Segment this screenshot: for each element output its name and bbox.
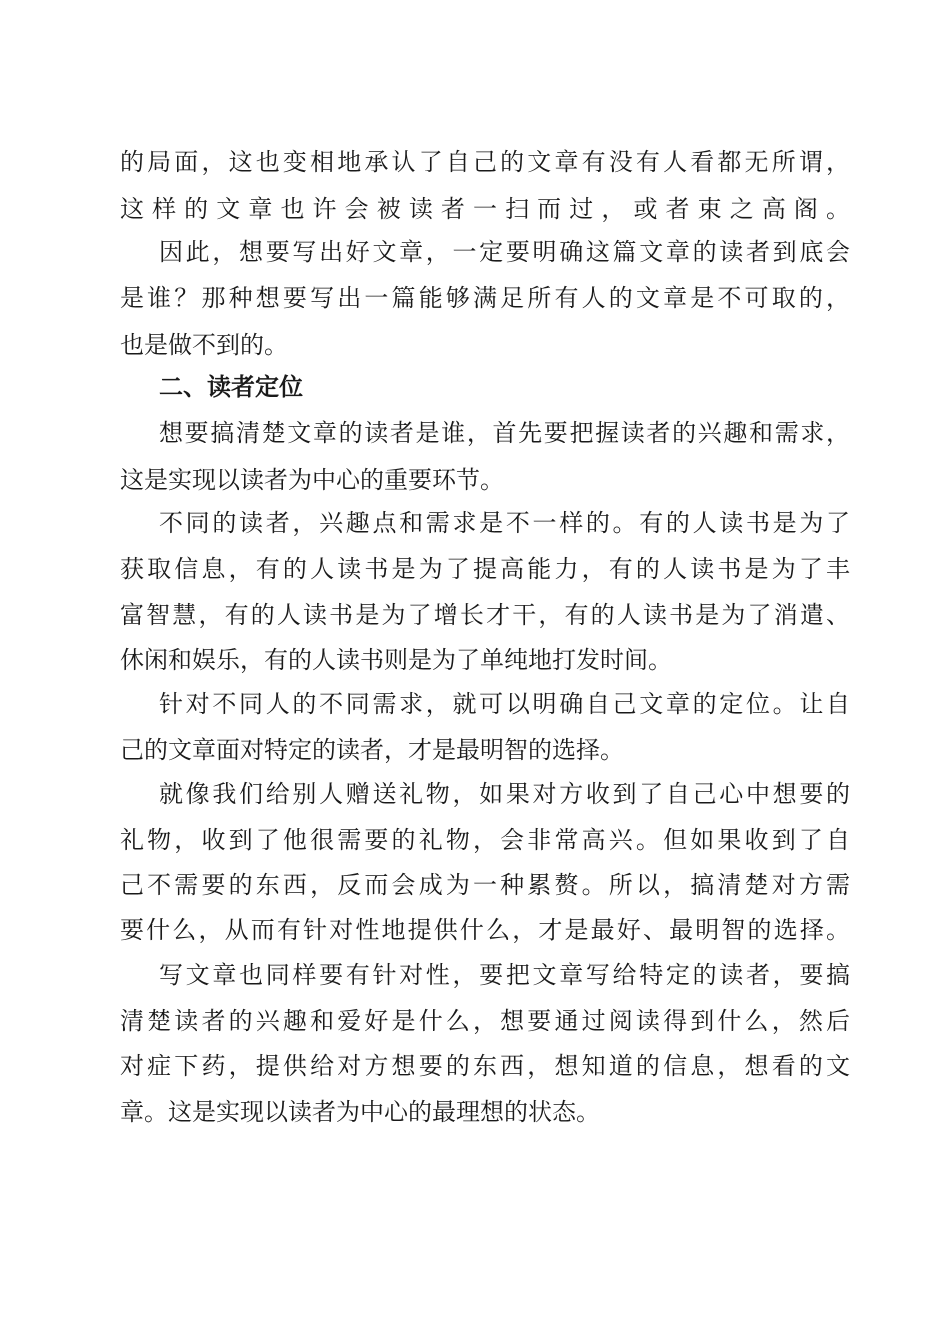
text-line: 不同的读者，兴趣点和需求是不一样的。有的人读书是为了 xyxy=(159,509,850,537)
text-line: 因此，想要写出好文章，一定要明确这篇文章的读者到底会 xyxy=(159,238,850,266)
text-line: 也是做不到的。 xyxy=(120,331,288,359)
text-line: 己的文章面对特定的读者，才是最明智的选择。 xyxy=(120,736,624,764)
text-line: 针对不同人的不同需求，就可以明确自己文章的定位。让自 xyxy=(159,690,850,718)
text-line: 想要搞清楚文章的读者是谁，首先要把握读者的兴趣和需求， xyxy=(159,419,850,447)
text-line: 休闲和娱乐，有的人读书则是为了单纯地打发时间。 xyxy=(120,646,672,674)
text-line: 获取信息，有的人读书是为了提高能力，有的人读书是为了丰 xyxy=(120,555,850,583)
text-line: 写文章也同样要有针对性，要把文章写给特定的读者，要搞 xyxy=(159,961,850,989)
text-line: 己不需要的东西，反而会成为一种累赘。所以，搞清楚对方需 xyxy=(120,871,850,899)
text-line: 要什么，从而有针对性地提供什么，才是最好、最明智的选择。 xyxy=(120,916,850,944)
text-line: 这样的文章也许会被读者一扫而过，或者束之高阁。 xyxy=(120,195,850,223)
text-line: 章。这是实现以读者为中心的最理想的状态。 xyxy=(120,1098,600,1126)
text-line: 这是实现以读者为中心的重要环节。 xyxy=(120,466,504,494)
text-line: 富智慧，有的人读书是为了增长才干，有的人读书是为了消遣、 xyxy=(120,601,850,629)
text-line: 的局面，这也变相地承认了自己的文章有没有人看都无所谓， xyxy=(120,148,850,176)
text-line: 礼物，收到了他很需要的礼物，会非常高兴。但如果收到了自 xyxy=(120,826,850,854)
text-line: 是谁？那种想要写出一篇能够满足所有人的文章是不可取的， xyxy=(120,284,850,312)
text-line: 就像我们给别人赠送礼物，如果对方收到了自己心中想要的 xyxy=(159,780,850,808)
section-heading: 二、读者定位 xyxy=(159,373,303,401)
text-line: 对症下药，提供给对方想要的东西，想知道的信息，想看的文 xyxy=(120,1052,850,1080)
text-line: 清楚读者的兴趣和爱好是什么，想要通过阅读得到什么，然后 xyxy=(120,1007,850,1035)
